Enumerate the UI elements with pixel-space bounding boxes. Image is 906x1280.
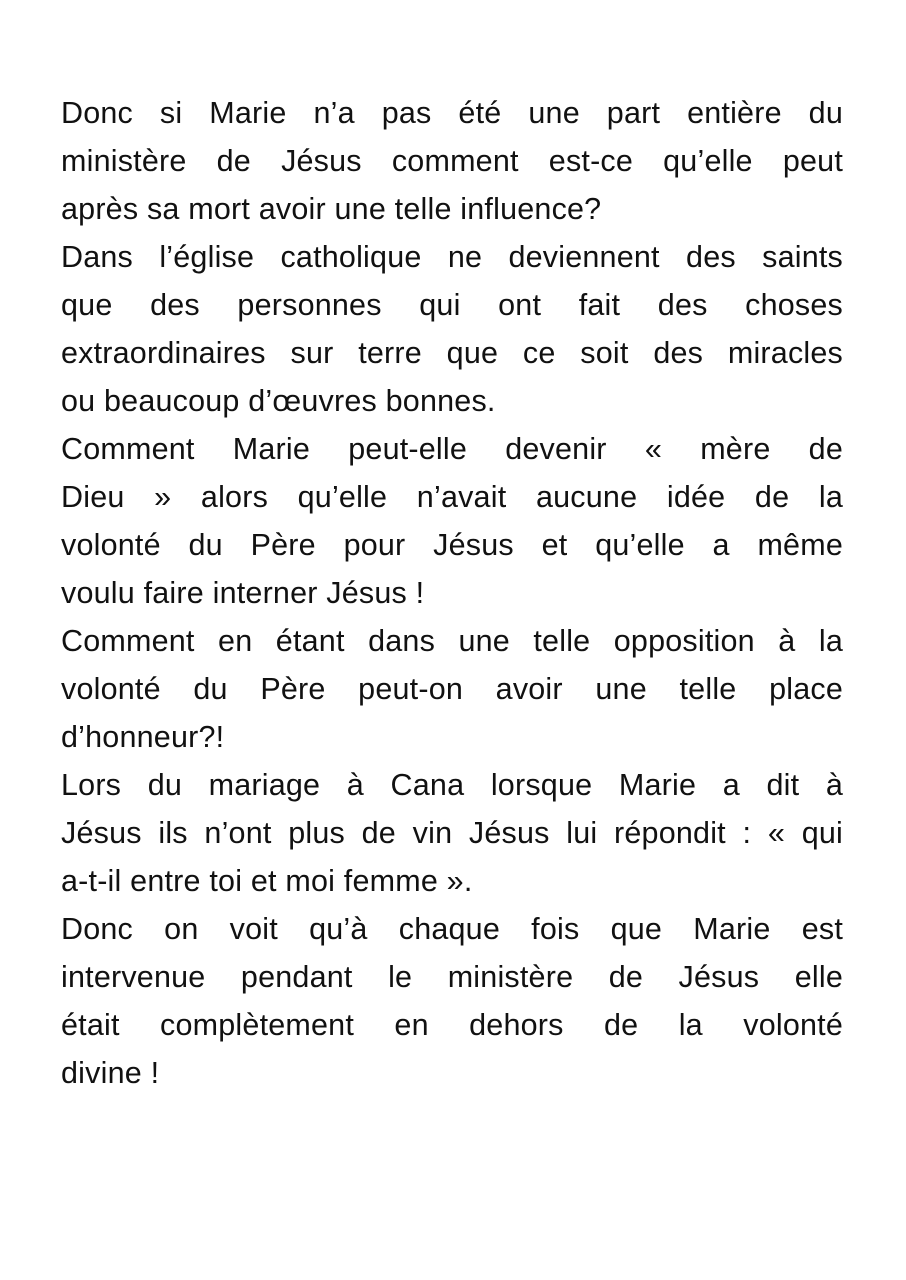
text-line: Comment Marie peut-elle devenir « mère de [61,432,843,466]
paragraph-6 [61,905,843,1097]
paragraph-5 [61,761,843,905]
text-line: Donc si Marie n’a pas été une part entière du [61,96,843,130]
text-line: extraordinaires sur terre que ce soit des miracles [61,336,843,370]
text-line: Jésus ils n’ont plus de vin Jésus lui répondit : « qui [61,816,843,850]
text-line: d’honneur?! [61,720,225,754]
text-line: Dans l’église catholique ne deviennent des saints [61,240,843,274]
paragraph-3 [61,425,843,617]
document-page [61,89,843,1097]
text-line: était complètement en dehors de la volonté [61,1008,843,1042]
paragraph-1 [61,89,843,233]
text-line: ou beaucoup d’œuvres bonnes. [61,384,496,418]
text-line: après sa mort avoir une telle influence? [61,192,602,226]
text-line: que des personnes qui ont fait des choses [61,288,843,322]
text-line: Donc on voit qu’à chaque fois que Marie est [61,912,843,946]
text-line: voulu faire interner Jésus ! [61,576,425,610]
paragraph-2 [61,233,843,425]
text-line: Comment en étant dans une telle opposition à la [61,624,843,658]
text-line: volonté du Père peut-on avoir une telle place [61,672,843,706]
text-line: volonté du Père pour Jésus et qu’elle a même [61,528,843,562]
text-line: divine ! [61,1056,160,1090]
text-line: Lors du mariage à Cana lorsque Marie a dit à [61,768,843,802]
text-line: intervenue pendant le ministère de Jésus elle [61,960,843,994]
paragraph-4 [61,617,843,761]
text-line: Dieu » alors qu’elle n’avait aucune idée de la [61,480,843,514]
text-line: ministère de Jésus comment est-ce qu’elle peut [61,144,843,178]
text-line: a-t-il entre toi et moi femme ». [61,864,473,898]
